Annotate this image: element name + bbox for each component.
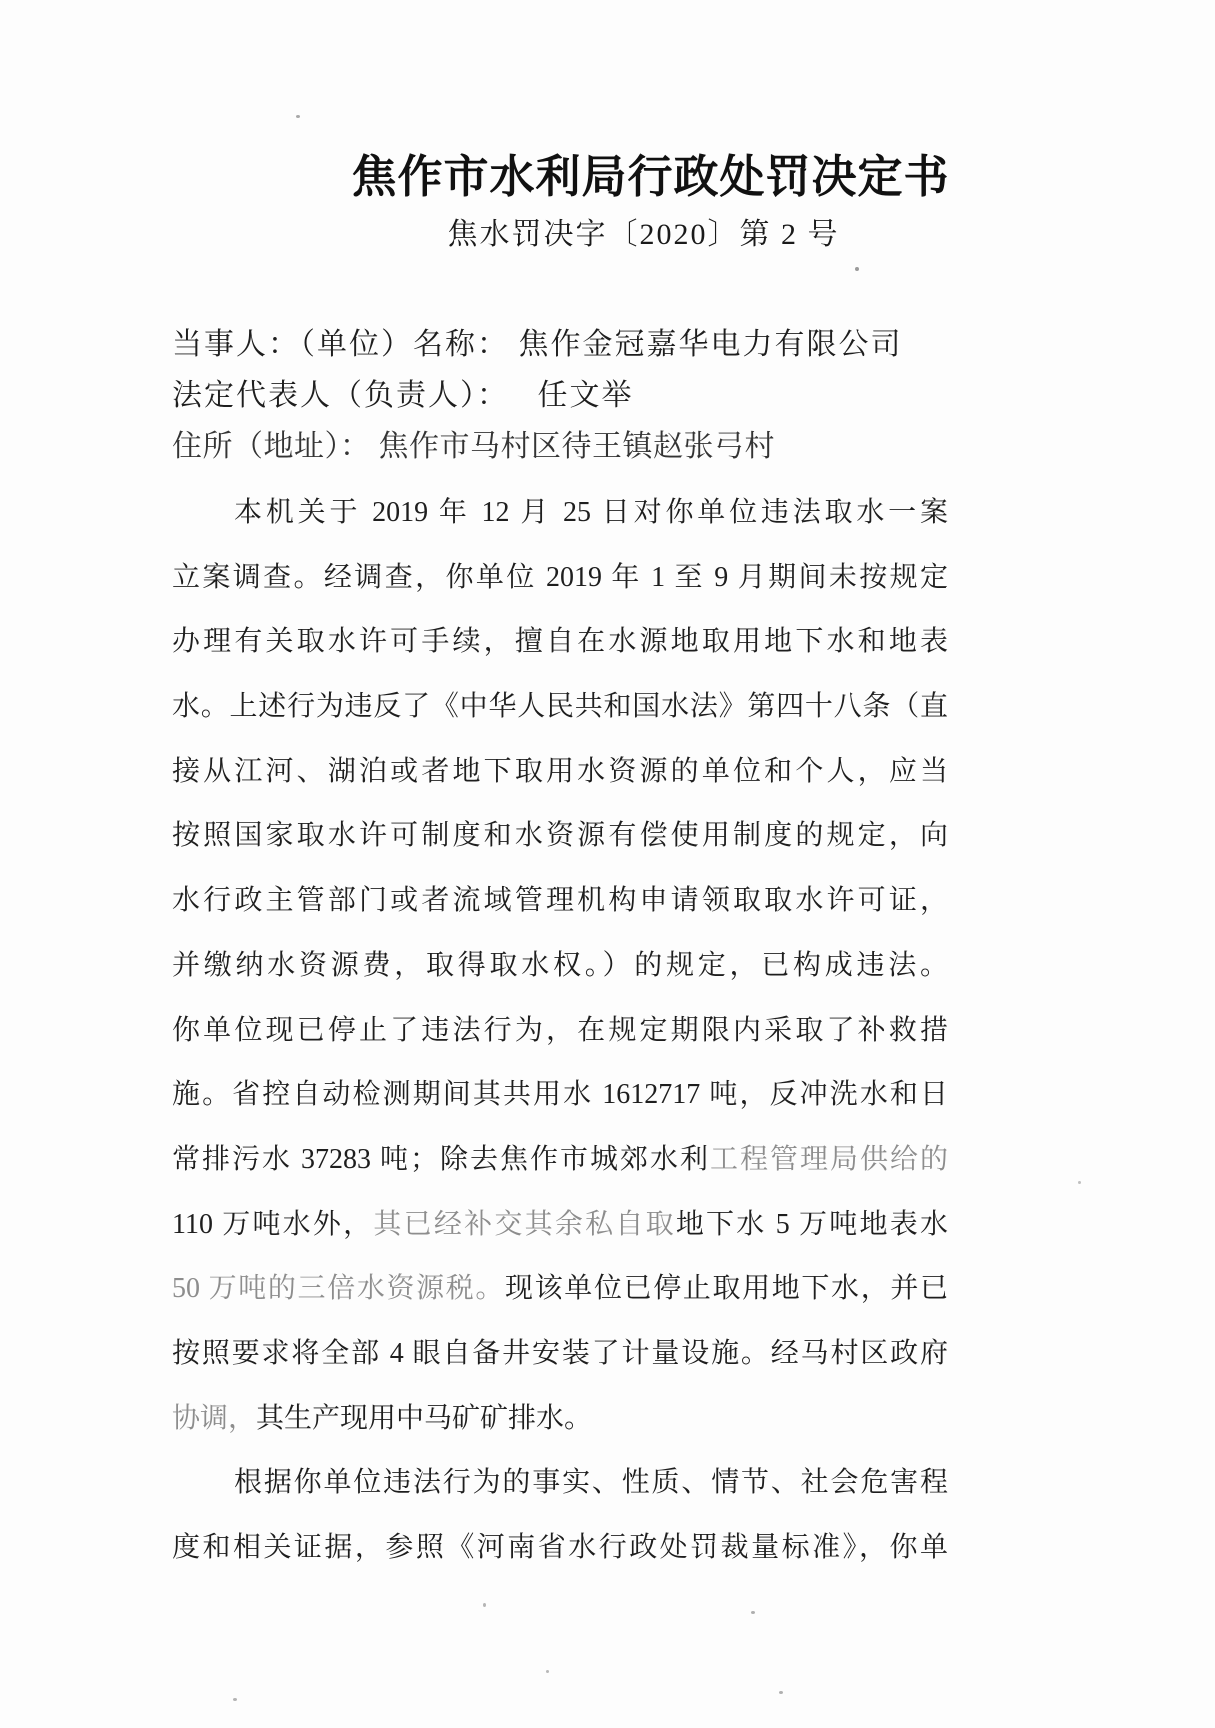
text-segment: 50 万吨的三倍水资源税。 <box>172 1273 506 1305</box>
scan-speck <box>751 1611 755 1614</box>
body-line <box>172 481 948 546</box>
party-info-line: 当事人：（单位）名称： 焦作金冠嘉华电力有限公司 <box>172 328 903 361</box>
body-line <box>172 1387 948 1452</box>
scan-speck <box>779 1691 783 1694</box>
scan-speck <box>296 115 300 118</box>
text-segment: 并缴纳水资源费，取得取水权。）的规定，已构成违法。 <box>172 949 948 981</box>
text-segment: 水。上述行为违反了《中华人民共和国水法》第四十八条（直 <box>172 691 948 723</box>
scan-speck <box>233 1698 237 1701</box>
body-line <box>172 1451 948 1516</box>
text-segment: 度和相关证据，参照《河南省水行政处罚裁量标准》，你单 <box>172 1532 948 1563</box>
text-segment: 其生产现用中马矿矿排水。 <box>256 1402 593 1434</box>
body-line <box>172 1257 948 1322</box>
document-body <box>172 481 948 1581</box>
body-line <box>172 546 948 611</box>
body-line <box>172 610 948 675</box>
scan-speck <box>1078 1181 1081 1184</box>
text-segment: 工程管理局供给的 <box>709 1143 948 1175</box>
text-segment: 立案调查。经调查，你单位 2019 年 1 至 9 月期间未按规定 <box>172 561 948 593</box>
text-segment: 接从江河、湖泊或者地下取用水资源的单位和个人，应当 <box>172 755 948 787</box>
party-info-block <box>172 319 1032 472</box>
text-segment: 本机关于 2019 年 12 月 25 日对你单位违法取水一案 <box>234 497 948 528</box>
text-segment: 常排污水 37283 吨；除去焦作市城郊水利 <box>172 1143 710 1175</box>
text-segment: 其已经补交其余私自取 <box>373 1208 676 1240</box>
body-line <box>172 1128 948 1193</box>
text-segment: 水行政主管部门或者流域管理机构申请领取取水许可证， <box>172 885 948 917</box>
party-info-line: 住所（地址）： 焦作市马村区待王镇赵张弓村 <box>172 430 775 463</box>
text-segment: 施。省控自动检测期间其共用水 1612717 吨，反冲洗水和日 <box>172 1079 948 1111</box>
text-segment: 地下水 5 万吨地表水 <box>675 1208 948 1240</box>
text-segment: 办理有关取水许可手续，擅自在水源地取用地下水和地表 <box>172 626 948 658</box>
document-number: 焦水罚决字〔2020〕第 2 号 <box>447 218 840 251</box>
body-line <box>172 1063 948 1128</box>
body-line <box>172 1322 948 1387</box>
text-segment: 按照要求将全部 4 眼自备井安装了计量设施。经马村区政府 <box>172 1337 948 1369</box>
body-line <box>172 869 948 934</box>
text-segment: 110 万吨水外， <box>172 1208 374 1240</box>
scan-speck <box>483 1603 486 1607</box>
scan-speck <box>855 267 859 271</box>
body-line <box>172 804 948 869</box>
text-segment: 现该单位已停止取用地下水，并已 <box>505 1273 948 1305</box>
scan-speck <box>546 1670 549 1673</box>
body-line <box>172 740 948 805</box>
text-segment: 你单位现已停止了违法行为，在规定期限内采取了补救措 <box>172 1014 948 1046</box>
text-segment: 根据你单位违法行为的事实、性质、情节、社会危害程 <box>234 1467 948 1499</box>
text-segment: 协调， <box>172 1402 257 1434</box>
body-line <box>172 934 948 999</box>
document-title: 焦作市水利局行政处罚决定书 <box>351 152 950 202</box>
body-line <box>172 1516 948 1581</box>
body-line <box>172 675 948 740</box>
party-info-line: 法定代表人（负责人）： 任文举 <box>172 379 634 412</box>
body-line <box>172 1193 948 1258</box>
body-line <box>172 999 948 1064</box>
text-segment: 按照国家取水许可制度和水资源有偿使用制度的规定，向 <box>172 820 948 852</box>
